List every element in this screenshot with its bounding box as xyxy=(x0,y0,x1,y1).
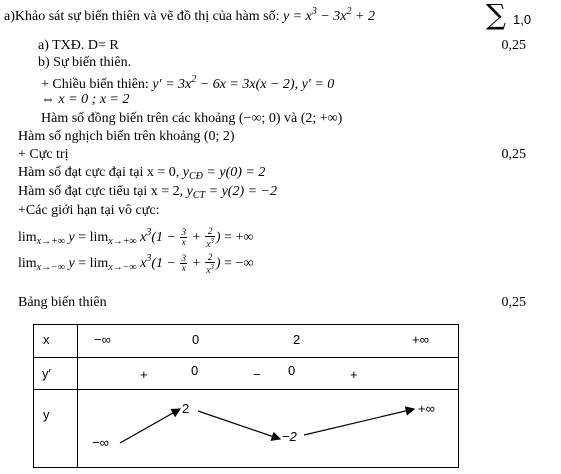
minimum-line: Hàm số đạt cực tiểu tại x = 2, $y_{CT} = y(2) = -2$ xyxy=(18,184,278,201)
y-value: −∞ xyxy=(92,435,109,450)
maximum-text: Hàm số đạt cực đại tại x = 0, xyxy=(18,165,183,180)
sum-symbol: ∑ xyxy=(486,0,506,31)
increasing-arrow xyxy=(304,409,414,435)
y-prime-zero: 0 xyxy=(191,363,199,378)
y-prime-sign: + xyxy=(140,367,148,382)
variation-step: b) Sự biến thiên. xyxy=(38,55,132,70)
variation-table xyxy=(33,324,459,468)
increasing-arrow xyxy=(120,409,180,443)
y-prime-sign: + xyxy=(350,367,358,382)
table-label: Bảng biến thiên xyxy=(18,295,107,310)
title-prefix: a)Khảo sát sự biến thiên và vẽ đồ thị của hàm số: xyxy=(4,9,283,24)
limit-negative: $\lim_{x\to-\infty} y = \lim_{x\to-\infty} x^3(1$ − $\frac{3}{x}$ + $\frac{2}{x^3}$ ) = −∞ xyxy=(18,251,254,275)
decreasing-line: Hàm số nghịch biến trên khoảng (0; 2) xyxy=(18,129,235,144)
x-value: 0 xyxy=(192,332,200,347)
domain-score: 0,25 xyxy=(501,38,526,53)
limits-label: +Các giới hạn tại vô cực: xyxy=(18,203,160,218)
derivative-label: + Chiều biến thiên: xyxy=(41,77,153,92)
row-label-y: y xyxy=(43,407,50,422)
y-prime-sign: − xyxy=(253,367,261,382)
y-value: 2 xyxy=(182,401,190,416)
roots-line: ⇔ x = 0 ; x = 2 xyxy=(41,92,130,107)
limit-negative-value: = −∞ xyxy=(224,256,254,271)
variation-arrows xyxy=(34,325,458,467)
x-value: +∞ xyxy=(412,332,429,347)
y-value: −2 xyxy=(282,429,297,444)
extrema-score: 0,25 xyxy=(501,147,526,162)
x-value: 2 xyxy=(293,332,301,347)
decreasing-arrow xyxy=(198,411,280,439)
derivative-expression: $y' = 3x^2 - 6x = 3x(x - 2)$, y′ = 0 xyxy=(152,74,335,92)
extrema-label: + Cực trị xyxy=(18,147,69,162)
maximum-line: Hàm số đạt cực đại tại x = 0, $y_{CĐ} = y(0) = 2$ xyxy=(18,165,266,182)
limit-positive: $\lim_{x\to+\infty} y = \lim_{x\to+\infty} x^3(1$ − $\frac{3}{x}$ + $\frac{2}{x^3}$ ) = +∞ xyxy=(18,225,254,249)
increasing-line: Hàm số đồng biến trên các khoảng (−∞; 0) và (2; +∞) xyxy=(41,111,343,126)
derivative-line xyxy=(41,71,334,93)
y-prime-zero: 0 xyxy=(288,363,296,378)
y-value: +∞ xyxy=(418,401,435,416)
table-score: 0,25 xyxy=(501,295,526,310)
minimum-text: Hàm số đạt cực tiểu tại x = 2, xyxy=(18,184,187,199)
domain-step: a) TXĐ. D= R xyxy=(38,38,119,53)
problem-title xyxy=(4,3,375,25)
limit-positive-value: = +∞ xyxy=(224,230,254,245)
function-expression: $y = x^3 - 3x^2 + 2$ xyxy=(282,6,375,24)
x-value: −∞ xyxy=(94,332,111,347)
row-label-y-prime: y′ xyxy=(42,366,51,381)
total-score: 1,0 xyxy=(513,12,532,27)
row-label-x: x xyxy=(43,332,50,347)
